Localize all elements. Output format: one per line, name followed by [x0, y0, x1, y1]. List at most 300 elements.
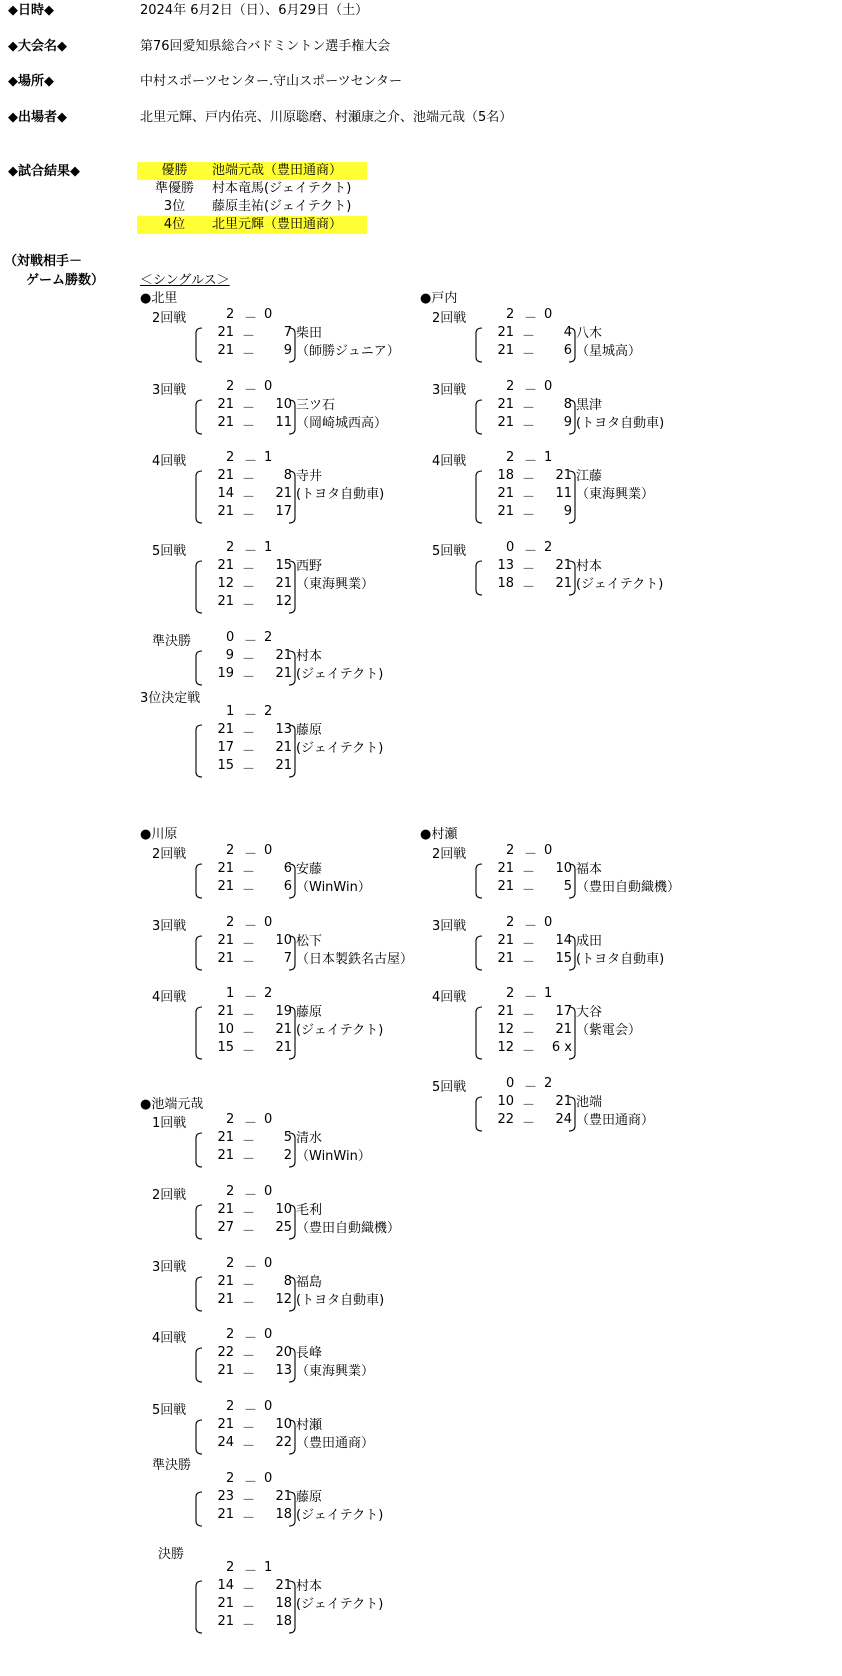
match-record — [140, 450, 410, 526]
result-row — [137, 216, 367, 234]
game-score-part: 21 — [217, 1417, 234, 1432]
game-score-part: 10 — [497, 1094, 514, 1109]
opponent-name: 成田 — [576, 934, 603, 949]
opponent — [296, 1202, 400, 1238]
bracket-left — [194, 1276, 204, 1312]
game-score-part: 9 — [563, 415, 572, 430]
overall-score-part: 0 — [544, 843, 553, 858]
opponent-team: (ジェイテクト) — [296, 667, 384, 682]
match-record — [420, 986, 690, 1062]
opponent-name: 清水 — [296, 1131, 323, 1146]
overall-score-part: 2 — [506, 379, 515, 394]
game-score-part: 21 — [217, 1148, 234, 1163]
round-label: 3位決定戦 — [140, 691, 201, 706]
opponent-name: 黒津 — [576, 398, 603, 413]
game-score-part: － — [242, 1206, 256, 1221]
overall-score-part: 0 — [506, 1076, 515, 1091]
overall-score-part: 0 — [264, 307, 273, 322]
overall-score-part: 2 — [226, 915, 235, 930]
game-score-part: 7 — [283, 951, 292, 966]
opponent-name: 長峰 — [296, 1346, 323, 1361]
game-score-part: 10 — [275, 933, 292, 948]
game-score-part: － — [242, 1600, 256, 1615]
opponent-team: （豊田自動織機） — [296, 1221, 401, 1236]
opponent-team: （豊田通商） — [576, 1113, 655, 1128]
game-score-part: － — [242, 1582, 256, 1597]
game-score-part: 21 — [275, 740, 292, 755]
opponent — [296, 1130, 371, 1166]
overall-score-part: 2 — [506, 450, 515, 465]
match-record — [140, 1112, 410, 1170]
overall-score-part: 1 — [226, 986, 235, 1001]
opponent-name: 安藤 — [296, 862, 323, 877]
round-label: 5回戦 — [432, 544, 467, 559]
game-score-part: 21 — [217, 1292, 234, 1307]
result-name: 池端元哉（豊田通商） — [212, 163, 343, 178]
game-score-part: 17 — [217, 740, 234, 755]
overall-score-part: － — [244, 1564, 258, 1579]
bracket-left — [194, 1204, 204, 1240]
game-score-part: 4 — [563, 325, 572, 340]
game-score-part: 6 x — [551, 1040, 572, 1055]
game-score-part: 14 — [217, 486, 234, 501]
game-score-part: 13 — [497, 558, 514, 573]
game-score-part: － — [242, 419, 256, 434]
opponent-team: （東海興業） — [576, 487, 655, 502]
overall-score-part: 2 — [226, 1256, 235, 1271]
players-label: ◆出場者◆ — [8, 110, 67, 125]
match-record — [420, 540, 690, 598]
game-score-part: － — [242, 652, 256, 667]
opponent-team: (トヨタ自動車) — [576, 416, 665, 431]
match-record — [420, 1076, 690, 1134]
overall-score-part: － — [244, 634, 258, 649]
match-record — [140, 691, 410, 780]
round-label: 3回戦 — [152, 383, 187, 398]
game-score-part: 17 — [555, 1004, 572, 1019]
game-score-part: － — [242, 1349, 256, 1364]
round-label: 2回戦 — [152, 1188, 187, 1203]
opponent — [576, 325, 641, 361]
round-label: 5回戦 — [152, 544, 187, 559]
game-score-part: － — [242, 598, 256, 613]
overall-score-part: － — [244, 990, 258, 1005]
overall-score-part: 0 — [506, 540, 515, 555]
result-row — [137, 162, 367, 180]
game-score-part: － — [242, 1439, 256, 1454]
opponent-name: 池端 — [576, 1095, 603, 1110]
game-score-part: － — [242, 1134, 256, 1149]
game-score-part: － — [242, 955, 256, 970]
game-score-part: 9 — [283, 343, 292, 358]
opponent-team: (トヨタ自動車) — [576, 952, 665, 967]
game-score-part: － — [242, 562, 256, 577]
game-score-part: － — [522, 1008, 536, 1023]
match-record — [140, 1184, 410, 1242]
overall-score-part: 2 — [506, 843, 515, 858]
overall-score-part: － — [244, 1260, 258, 1275]
player-name: ●戸内 — [420, 291, 458, 306]
game-score-part: 7 — [283, 325, 292, 340]
game-score-part: 21 — [217, 1202, 234, 1217]
opponent-name: 藤原 — [296, 1005, 323, 1020]
game-score-part: 21 — [555, 576, 572, 591]
game-score-part: 10 — [275, 397, 292, 412]
game-score-part: 6 — [283, 861, 292, 876]
opponents-label-line2: ゲーム勝数） — [26, 273, 105, 288]
game-score-part: 21 — [217, 951, 234, 966]
game-score-part: 21 — [275, 1022, 292, 1037]
game-score-part: 21 — [555, 1094, 572, 1109]
opponent-name: 村本 — [296, 1579, 323, 1594]
opponent — [576, 397, 664, 433]
overall-score-part: － — [524, 847, 538, 862]
bracket-left — [194, 724, 204, 778]
game-score-part: － — [522, 865, 536, 880]
game-score-part: － — [242, 1044, 256, 1059]
overall-score-part: － — [244, 311, 258, 326]
overall-score-part: 2 — [506, 307, 515, 322]
date-label: ◆日時◆ — [8, 3, 54, 18]
game-score-part: 12 — [497, 1040, 514, 1055]
game-score-part: － — [522, 883, 536, 898]
bracket-left — [194, 935, 204, 971]
game-score-part: － — [242, 1296, 256, 1311]
game-score-part: － — [242, 329, 256, 344]
game-score-part: 21 — [497, 397, 514, 412]
overall-score-part: － — [244, 919, 258, 934]
opponent-team: （WinWin） — [296, 880, 371, 895]
round-label: 4回戦 — [432, 454, 467, 469]
overall-score-part: 0 — [544, 915, 553, 930]
game-score-part: 21 — [275, 1578, 292, 1593]
match-record — [140, 1547, 410, 1636]
game-score-part: 21 — [217, 1274, 234, 1289]
result-rank: 3位 — [163, 199, 186, 214]
opponent — [576, 468, 654, 504]
overall-score-part: － — [524, 454, 538, 469]
game-score-part: 21 — [217, 504, 234, 519]
game-score-part: 14 — [217, 1578, 234, 1593]
overall-score-part: 2 — [226, 379, 235, 394]
game-score-part: － — [522, 1026, 536, 1041]
event-value: 第76回愛知県総合バドミントン選手権大会 — [140, 39, 391, 54]
opponent-team: （WinWin） — [296, 1149, 371, 1164]
opponent-name: 藤原 — [296, 723, 323, 738]
game-score-part: － — [522, 937, 536, 952]
opponent-team: （日本製鉄名古屋） — [296, 952, 414, 967]
game-score-part: 21 — [217, 468, 234, 483]
overall-score-part: 1 — [226, 704, 235, 719]
round-label: 2回戦 — [432, 311, 467, 326]
overall-score-part: 0 — [264, 1471, 273, 1486]
opponent-name: 藤原 — [296, 1490, 323, 1505]
game-score-part: 21 — [217, 1596, 234, 1611]
overall-score-part: － — [244, 1116, 258, 1131]
round-label: 4回戦 — [152, 990, 187, 1005]
round-label: 3回戦 — [152, 919, 187, 934]
overall-score-part: － — [524, 544, 538, 559]
match-record — [420, 307, 690, 365]
result-rank: 4位 — [163, 217, 186, 232]
round-label: 決勝 — [158, 1547, 185, 1562]
opponent-team: （東海興業） — [296, 577, 375, 592]
overall-score-part: 0 — [264, 1256, 273, 1271]
opponent — [296, 325, 400, 361]
game-score-part: 2 — [283, 1148, 292, 1163]
game-score-part: 21 — [497, 486, 514, 501]
opponent-name: 寺井 — [296, 469, 323, 484]
bracket-left — [474, 1006, 484, 1060]
bracket-left — [194, 470, 204, 524]
game-score-part: － — [242, 670, 256, 685]
game-score-part: － — [242, 937, 256, 952]
game-score-part: 15 — [217, 1040, 234, 1055]
game-score-part: 18 — [275, 1614, 292, 1629]
opponent-team: （東海興業） — [296, 1364, 375, 1379]
game-score-part: 21 — [275, 486, 292, 501]
overall-score-part: 0 — [264, 1112, 273, 1127]
match-record — [140, 843, 410, 901]
game-score-part: 21 — [555, 1022, 572, 1037]
match-record — [420, 450, 690, 526]
result-rank: 準優勝 — [154, 181, 194, 196]
game-score-part: － — [242, 580, 256, 595]
opponent — [296, 722, 383, 758]
venue-label: ◆場所◆ — [8, 74, 54, 89]
game-score-part: 12 — [497, 1022, 514, 1037]
game-score-part: 6 — [283, 879, 292, 894]
match-record — [420, 379, 690, 437]
opponent-team: (トヨタ自動車) — [296, 487, 385, 502]
game-score-part: 11 — [555, 486, 572, 501]
round-label: 2回戦 — [152, 847, 187, 862]
game-score-part: 17 — [275, 504, 292, 519]
game-score-part: 21 — [217, 343, 234, 358]
round-label: 2回戦 — [432, 847, 467, 862]
bracket-left — [474, 863, 484, 899]
game-score-part: 21 — [497, 879, 514, 894]
event-label: ◆大会名◆ — [8, 39, 67, 54]
bracket-left — [194, 1347, 204, 1383]
game-score-part: 21 — [497, 325, 514, 340]
game-score-part: 23 — [217, 1489, 234, 1504]
game-score-part: 21 — [217, 933, 234, 948]
overall-score-part: 2 — [226, 540, 235, 555]
overall-score-part: 0 — [544, 379, 553, 394]
game-score-part: 21 — [217, 397, 234, 412]
overall-score-part: 2 — [544, 540, 553, 555]
overall-score-part: － — [524, 919, 538, 934]
game-score-part: － — [522, 472, 536, 487]
game-score-part: 10 — [275, 1202, 292, 1217]
game-score-part: 14 — [555, 933, 572, 948]
overall-score-part: 2 — [506, 986, 515, 1001]
overall-score-part: － — [524, 383, 538, 398]
game-score-part: － — [242, 401, 256, 416]
overall-score-part: 2 — [264, 630, 273, 645]
game-score-part: － — [522, 562, 536, 577]
opponents-label-line1: （対戦相手－ — [4, 254, 83, 269]
opponent-name: 毛利 — [296, 1203, 323, 1218]
overall-score-part: 1 — [264, 450, 273, 465]
game-score-part: 21 — [275, 1040, 292, 1055]
match-record — [140, 1327, 410, 1385]
game-score-part: － — [522, 419, 536, 434]
opponent — [576, 558, 663, 594]
overall-score-part: － — [244, 847, 258, 862]
game-score-part: － — [242, 1008, 256, 1023]
overall-score-part: 2 — [226, 1560, 235, 1575]
game-score-part: － — [242, 865, 256, 880]
game-score-part: 21 — [497, 343, 514, 358]
opponent-name: 村瀬 — [296, 1418, 323, 1433]
results-label: ◆試合結果◆ — [8, 164, 80, 179]
game-score-part: 21 — [217, 722, 234, 737]
opponent — [296, 558, 374, 594]
game-score-part: 25 — [275, 1220, 292, 1235]
game-score-part: 21 — [497, 504, 514, 519]
overall-score-part: － — [524, 990, 538, 1005]
opponent — [296, 1489, 383, 1525]
opponent — [576, 933, 664, 969]
opponent-name: 八木 — [576, 326, 603, 341]
opponent-name: 柴田 — [296, 326, 323, 341]
game-score-part: － — [522, 401, 536, 416]
game-score-part: 10 — [275, 1417, 292, 1432]
round-label: 3回戦 — [432, 383, 467, 398]
bracket-left — [474, 327, 484, 363]
overall-score-part: － — [244, 454, 258, 469]
game-score-part: 21 — [217, 1004, 234, 1019]
game-score-part: 21 — [555, 558, 572, 573]
player-name: ●川原 — [140, 827, 178, 842]
opponent — [296, 933, 414, 969]
game-score-part: － — [242, 1421, 256, 1436]
player-name: ●村瀬 — [420, 827, 458, 842]
game-score-part: 21 — [217, 1363, 234, 1378]
game-score-part: 18 — [275, 1596, 292, 1611]
game-score-part: 9 — [563, 504, 572, 519]
bracket-left — [194, 560, 204, 614]
game-score-part: 18 — [275, 1507, 292, 1522]
result-rank: 優勝 — [161, 163, 188, 178]
match-record — [140, 379, 410, 437]
game-score-part: － — [242, 762, 256, 777]
game-score-part: － — [242, 1026, 256, 1041]
overall-score-part: 1 — [544, 450, 553, 465]
opponent — [296, 1004, 383, 1040]
overall-score-part: 2 — [226, 1471, 235, 1486]
game-score-part: 21 — [275, 648, 292, 663]
match-record — [140, 540, 410, 616]
result-name: 北里元輝（豊田通商） — [212, 217, 343, 232]
game-score-part: 5 — [563, 879, 572, 894]
opponent-team: （豊田通商） — [296, 1436, 375, 1451]
game-score-part: － — [242, 1511, 256, 1526]
bracket-left — [194, 399, 204, 435]
game-score-part: 24 — [217, 1435, 234, 1450]
game-score-part: 9 — [225, 648, 234, 663]
overall-score-part: 0 — [264, 379, 273, 394]
opponent — [576, 1094, 654, 1130]
round-label: 3回戦 — [432, 919, 467, 934]
opponent-team: (ジェイテクト) — [296, 1597, 384, 1612]
opponent-team: (ジェイテクト) — [576, 577, 664, 592]
bracket-left — [474, 399, 484, 435]
match-record — [140, 1256, 410, 1314]
bracket-left — [194, 327, 204, 363]
match-record — [420, 915, 690, 973]
bracket-left — [194, 1491, 204, 1527]
overall-score-part: 2 — [226, 307, 235, 322]
round-label: 4回戦 — [152, 1331, 187, 1346]
game-score-part: － — [522, 580, 536, 595]
round-label: 1回戦 — [152, 1116, 187, 1131]
match-record — [140, 915, 414, 973]
bracket-left — [194, 1580, 204, 1634]
opponent-team: (ジェイテクト) — [296, 741, 384, 756]
overall-score-part: － — [524, 1080, 538, 1095]
round-label: 5回戦 — [432, 1080, 467, 1095]
venue-value: 中村スポーツセンター.守山スポーツセンター — [140, 74, 403, 89]
match-record — [420, 843, 690, 901]
game-score-part: 8 — [283, 1274, 292, 1289]
bracket-left — [194, 863, 204, 899]
game-score-part: － — [242, 1493, 256, 1508]
opponent — [576, 1004, 641, 1040]
opponent — [576, 861, 680, 897]
game-score-part: 5 — [283, 1130, 292, 1145]
opponent — [296, 861, 371, 897]
opponent-name: 福島 — [296, 1275, 323, 1290]
game-score-part: － — [522, 1098, 536, 1113]
game-score-part: － — [242, 472, 256, 487]
game-score-part: 20 — [275, 1345, 292, 1360]
game-score-part: 21 — [497, 951, 514, 966]
overall-score-part: 0 — [226, 630, 235, 645]
opponent-name: 三ツ石 — [296, 398, 336, 413]
game-score-part: 8 — [563, 397, 572, 412]
game-score-part: 21 — [497, 861, 514, 876]
overall-score-part: － — [244, 1475, 258, 1490]
player-name: ●池端元哉 — [140, 1097, 204, 1112]
opponent-name: 村本 — [296, 649, 323, 664]
result-row — [137, 180, 367, 198]
game-score-part: 12 — [275, 1292, 292, 1307]
overall-score-part: 2 — [264, 986, 273, 1001]
game-score-part: 21 — [275, 758, 292, 773]
overall-score-part: 0 — [264, 1399, 273, 1414]
bracket-left — [474, 1096, 484, 1132]
game-score-part: － — [242, 1367, 256, 1382]
opponent-name: 村本 — [576, 559, 603, 574]
match-record — [140, 1458, 410, 1529]
opponent — [296, 397, 387, 433]
opponent-name: 西野 — [296, 559, 323, 574]
game-score-part: 13 — [275, 722, 292, 737]
bracket-left — [474, 560, 484, 596]
opponent-team: (ジェイテクト) — [296, 1508, 384, 1523]
overall-score-part: － — [244, 383, 258, 398]
bracket-left — [194, 1132, 204, 1168]
overall-score-part: － — [244, 1403, 258, 1418]
game-score-part: － — [242, 1278, 256, 1293]
game-score-part: 21 — [217, 415, 234, 430]
match-record — [140, 307, 410, 365]
game-score-part: － — [242, 508, 256, 523]
game-score-part: － — [242, 744, 256, 759]
